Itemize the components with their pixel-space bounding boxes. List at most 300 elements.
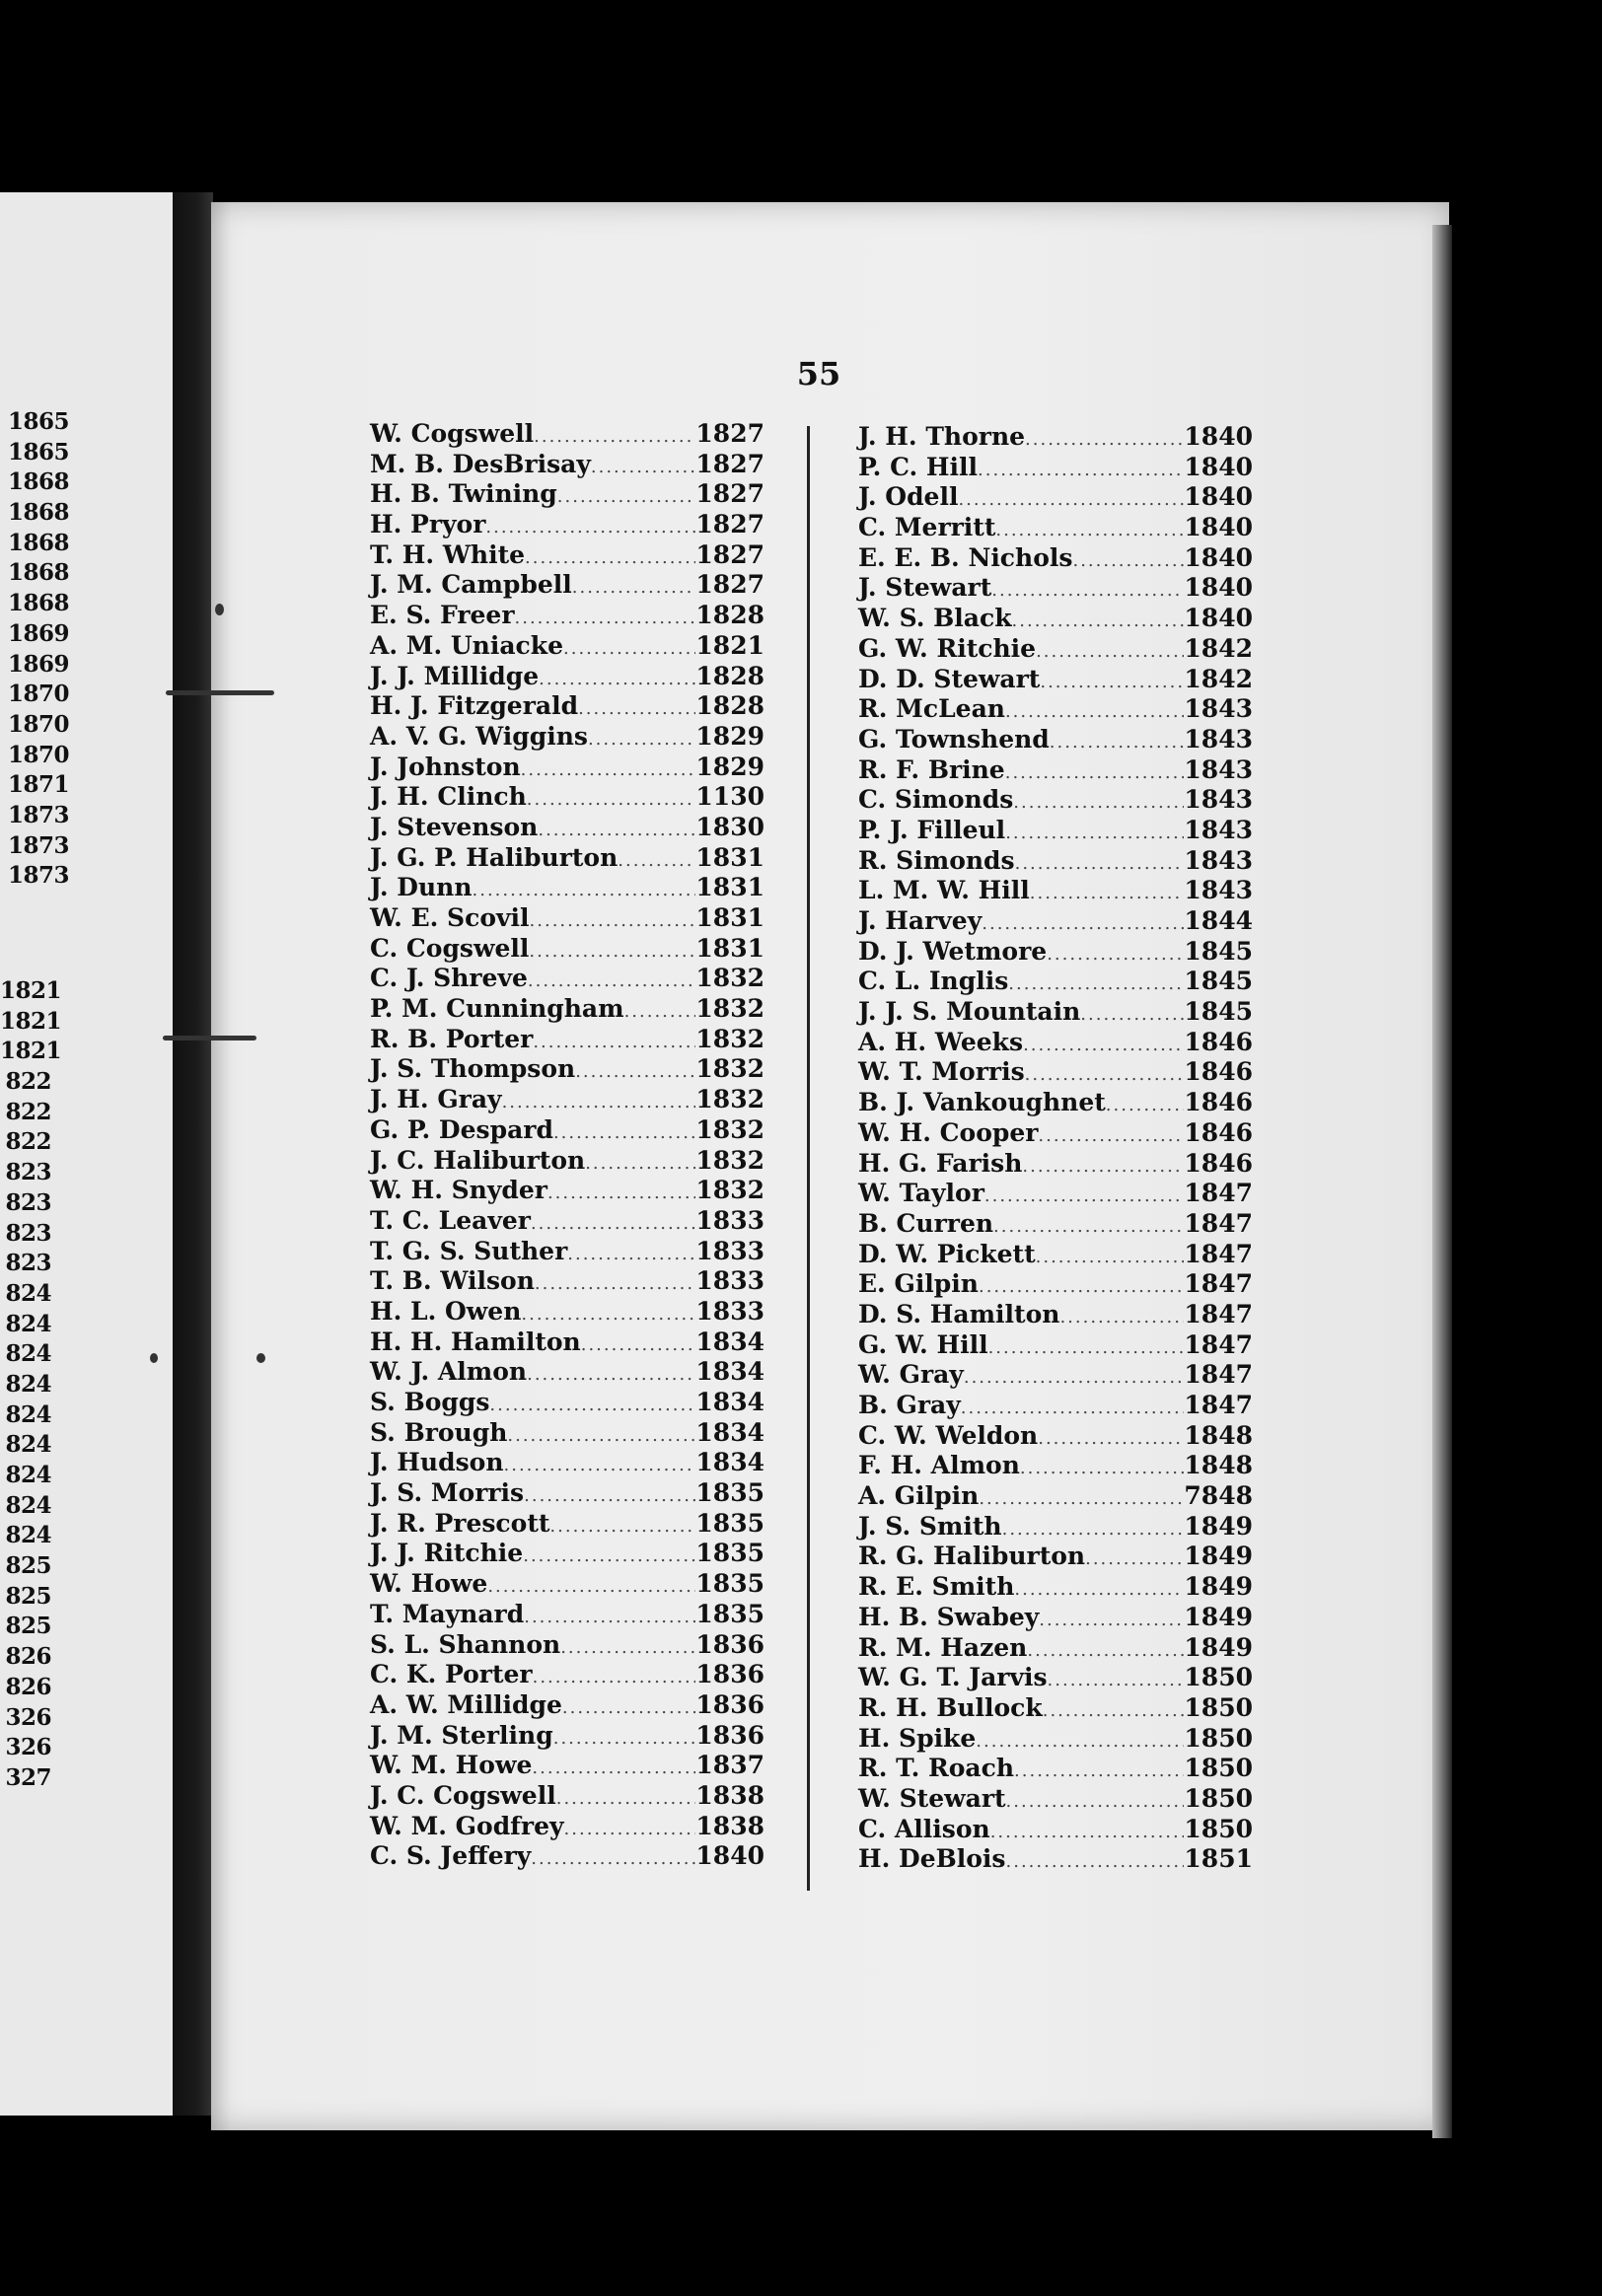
right-column-entry bbox=[858, 1844, 1253, 1875]
dot-leader bbox=[1020, 1454, 1185, 1484]
previous-page-year: 824 bbox=[5, 1462, 51, 1488]
entry-name: J. S. Smith bbox=[858, 1511, 1002, 1541]
dot-leader bbox=[993, 1212, 1184, 1243]
entry-year: 1848 bbox=[1184, 1420, 1253, 1450]
entry-year: 1833 bbox=[695, 1296, 765, 1326]
left-column-entry bbox=[370, 873, 765, 903]
entry-name: P. M. Cunningham bbox=[370, 994, 624, 1024]
entry-year: 1848 bbox=[1184, 1451, 1253, 1480]
previous-page-years-bottom bbox=[0, 976, 62, 1794]
dot-leader bbox=[1022, 1152, 1184, 1183]
entry-year: 1828 bbox=[695, 601, 765, 630]
dot-leader bbox=[557, 482, 696, 513]
entry-year: 1835 bbox=[695, 1569, 765, 1599]
entry-year: 1835 bbox=[695, 1599, 765, 1628]
entry-year: 1843 bbox=[1184, 785, 1253, 815]
dot-leader bbox=[990, 1818, 1185, 1848]
previous-page-year: 823 bbox=[5, 1250, 51, 1277]
left-column-entry bbox=[370, 419, 765, 450]
dot-leader bbox=[984, 1182, 1185, 1212]
binding-mark bbox=[166, 690, 274, 695]
entry-name: J. C. Haliburton bbox=[370, 1145, 586, 1175]
right-column-entry bbox=[858, 1421, 1253, 1452]
entry-year: 1832 bbox=[695, 1114, 765, 1144]
dot-leader bbox=[1027, 1636, 1184, 1667]
previous-page-year: 1821 bbox=[0, 1007, 62, 1035]
left-column-entry bbox=[370, 1297, 765, 1327]
dot-leader bbox=[531, 1844, 695, 1875]
left-column-entry bbox=[370, 903, 765, 934]
entry-year: 1840 bbox=[1184, 542, 1253, 572]
entry-year: 1840 bbox=[1184, 452, 1253, 481]
entry-name: W. M. Godfrey bbox=[370, 1811, 564, 1840]
left-column-entry bbox=[370, 1630, 765, 1661]
right-column-entry bbox=[858, 604, 1253, 634]
entry-name: W. E. Scovil bbox=[370, 903, 530, 932]
entry-name: H. B. Twining bbox=[370, 479, 557, 509]
previous-page-year: 826 bbox=[5, 1643, 51, 1671]
entry-name: W. Taylor bbox=[858, 1179, 984, 1208]
dot-leader bbox=[1025, 1060, 1185, 1091]
entry-name: J. G. P. Haliburton bbox=[370, 842, 619, 872]
left-column-entry bbox=[370, 1327, 765, 1358]
entry-name: W. T. Morris bbox=[858, 1057, 1025, 1087]
entry-year: 1834 bbox=[695, 1327, 765, 1356]
left-column-entry bbox=[370, 540, 765, 571]
entry-year: 1832 bbox=[695, 1176, 765, 1205]
right-column-entry bbox=[858, 665, 1253, 695]
entry-name: T. Maynard bbox=[370, 1599, 525, 1628]
entry-name: W. M. Howe bbox=[370, 1751, 533, 1780]
entry-name: S. L. Shannon bbox=[370, 1629, 561, 1659]
right-column-entry bbox=[858, 1754, 1253, 1784]
dot-leader bbox=[563, 634, 695, 665]
dot-leader bbox=[524, 1603, 695, 1633]
previous-page-year: 824 bbox=[5, 1340, 51, 1368]
entry-name: R. Simonds bbox=[858, 845, 1015, 875]
dot-leader bbox=[527, 785, 696, 816]
entry-name: J. Odell bbox=[858, 482, 959, 512]
dot-leader bbox=[585, 1149, 695, 1180]
entry-year: 1831 bbox=[695, 842, 765, 872]
right-column-entry bbox=[858, 1209, 1253, 1240]
left-column-entry bbox=[370, 1841, 765, 1872]
right-column-entry bbox=[858, 1240, 1253, 1270]
previous-page-year: 1868 bbox=[7, 499, 69, 527]
right-column-entry bbox=[858, 1603, 1253, 1633]
entry-name: W. J. Almon bbox=[370, 1357, 528, 1387]
entry-name: W. H. Snyder bbox=[370, 1176, 547, 1205]
left-column-entry bbox=[370, 601, 765, 631]
entry-year: 1850 bbox=[1184, 1692, 1253, 1722]
entry-year: 1845 bbox=[1184, 997, 1253, 1027]
right-column-entry bbox=[858, 1724, 1253, 1755]
entry-year: 1833 bbox=[695, 1205, 765, 1235]
entry-year: 1836 bbox=[695, 1720, 765, 1750]
dot-leader bbox=[1036, 1243, 1185, 1273]
left-column-entry bbox=[370, 934, 765, 965]
left-column-entry bbox=[370, 662, 765, 692]
entry-year: 1832 bbox=[695, 1145, 765, 1175]
left-column-entry bbox=[370, 510, 765, 540]
entry-year: 1845 bbox=[1184, 936, 1253, 966]
entry-name: A. Gilpin bbox=[858, 1481, 980, 1511]
left-column-entry bbox=[370, 450, 765, 480]
entry-year: 1847 bbox=[1184, 1329, 1253, 1359]
entry-year: 1847 bbox=[1184, 1269, 1253, 1299]
entry-name: J. M. Sterling bbox=[370, 1720, 553, 1750]
entry-name: L. M. W. Hill bbox=[858, 876, 1030, 905]
right-column-entry bbox=[858, 997, 1253, 1028]
entry-name: C. S. Jeffery bbox=[370, 1841, 532, 1871]
right-column-entry bbox=[858, 543, 1253, 574]
entry-year: 1849 bbox=[1184, 1542, 1253, 1571]
dot-leader bbox=[523, 1542, 695, 1572]
entry-name: H. Spike bbox=[858, 1723, 977, 1753]
left-column-entry bbox=[370, 1418, 765, 1449]
dot-leader bbox=[1030, 879, 1185, 909]
left-column-entry bbox=[370, 1569, 765, 1600]
entry-name: R. H. Bullock bbox=[858, 1692, 1043, 1722]
entry-year: 1842 bbox=[1184, 633, 1253, 663]
previous-page-year: 1870 bbox=[7, 681, 69, 708]
left-column-entry bbox=[370, 1509, 765, 1540]
dot-leader bbox=[533, 1028, 695, 1058]
dot-leader bbox=[553, 1724, 696, 1755]
entry-name: J. J. Ritchie bbox=[370, 1539, 524, 1568]
right-column-entry bbox=[858, 876, 1253, 906]
previous-page-year: 824 bbox=[5, 1279, 51, 1307]
dot-leader bbox=[1005, 819, 1184, 849]
entry-year: 1849 bbox=[1184, 1632, 1253, 1662]
speck bbox=[150, 1353, 158, 1363]
right-column-entry bbox=[858, 513, 1253, 543]
book-gutter bbox=[173, 192, 213, 2116]
dot-leader bbox=[1039, 1606, 1184, 1636]
dot-leader bbox=[964, 1363, 1185, 1394]
entry-name: J. S. Thompson bbox=[370, 1054, 576, 1084]
dot-leader bbox=[1038, 1121, 1184, 1152]
dot-leader bbox=[1047, 940, 1184, 970]
dot-leader bbox=[1072, 546, 1184, 577]
right-column-entry bbox=[858, 937, 1253, 968]
entry-name: H. DeBlois bbox=[858, 1844, 1006, 1874]
left-column-entry bbox=[370, 1085, 765, 1115]
left-column-entry bbox=[370, 1781, 765, 1812]
right-column-entry bbox=[858, 1512, 1253, 1543]
dot-leader bbox=[1106, 1091, 1185, 1121]
dot-leader bbox=[1036, 637, 1184, 668]
dot-leader bbox=[547, 1179, 695, 1209]
entry-name: H. H. Hamilton bbox=[370, 1327, 581, 1356]
dot-leader bbox=[531, 1209, 695, 1240]
entry-year: 1833 bbox=[695, 1236, 765, 1265]
entry-name: J. H. Clinch bbox=[370, 782, 527, 812]
previous-page-year: 1868 bbox=[7, 559, 69, 587]
entry-year: 1821 bbox=[695, 630, 765, 660]
left-column-entry bbox=[370, 1812, 765, 1842]
speck bbox=[256, 1353, 265, 1363]
entry-year: 1832 bbox=[695, 964, 765, 993]
entry-year: 1843 bbox=[1184, 815, 1253, 844]
dot-leader bbox=[515, 604, 696, 634]
entry-name: B. Curren bbox=[858, 1208, 994, 1238]
dot-leader bbox=[578, 694, 695, 725]
entry-year: 1829 bbox=[695, 752, 765, 781]
entry-name: D. S. Hamilton bbox=[858, 1299, 1060, 1328]
dot-leader bbox=[1085, 1544, 1184, 1575]
dot-leader bbox=[489, 1391, 695, 1421]
entry-year: 1838 bbox=[695, 1811, 765, 1840]
dot-leader bbox=[524, 1481, 695, 1512]
entry-year: 1827 bbox=[695, 449, 765, 478]
dot-leader bbox=[976, 1727, 1184, 1758]
entry-year: 1850 bbox=[1184, 1783, 1253, 1813]
left-column-entry bbox=[370, 1448, 765, 1478]
dot-leader bbox=[528, 967, 696, 997]
left-column-entry bbox=[370, 1388, 765, 1418]
entry-year: 1850 bbox=[1184, 1663, 1253, 1692]
entry-year: 1840 bbox=[1184, 482, 1253, 512]
right-column-entry bbox=[858, 816, 1253, 846]
entry-year: 1850 bbox=[1184, 1723, 1253, 1753]
left-column-entry bbox=[370, 1539, 765, 1569]
dot-leader bbox=[1005, 758, 1185, 789]
left-column-entry bbox=[370, 1478, 765, 1509]
dot-leader bbox=[991, 576, 1184, 607]
dot-leader bbox=[487, 1572, 695, 1603]
left-column-entry bbox=[370, 1206, 765, 1237]
entry-name: C. Cogswell bbox=[370, 933, 530, 963]
entry-year: 1846 bbox=[1184, 1057, 1253, 1087]
left-column-entry bbox=[370, 479, 765, 510]
previous-page-year: 825 bbox=[5, 1582, 51, 1610]
entry-name: R. McLean bbox=[858, 694, 1005, 724]
previous-page-year: 824 bbox=[5, 1370, 51, 1398]
dot-leader bbox=[575, 1057, 695, 1088]
entry-name: W. S. Black bbox=[858, 604, 1012, 633]
right-column-entry bbox=[858, 422, 1253, 453]
entry-name: R. T. Roach bbox=[858, 1754, 1015, 1783]
dot-leader bbox=[581, 1330, 696, 1361]
entry-name: W. Howe bbox=[370, 1569, 488, 1599]
entry-name: G. P. Despard bbox=[370, 1114, 553, 1144]
entry-year: 1835 bbox=[695, 1478, 765, 1508]
page-edge bbox=[1432, 225, 1452, 2138]
previous-page-year: 1871 bbox=[7, 771, 69, 799]
entry-name: S. Brough bbox=[370, 1417, 508, 1447]
entry-name: P. J. Filleul bbox=[858, 815, 1006, 844]
left-column-entry bbox=[370, 1266, 765, 1297]
right-column-entry bbox=[858, 725, 1253, 755]
left-column-entry bbox=[370, 1357, 765, 1388]
left-column-entry bbox=[370, 631, 765, 662]
entry-year: 1846 bbox=[1184, 1088, 1253, 1117]
left-column-entry bbox=[370, 691, 765, 722]
dot-leader bbox=[995, 516, 1184, 546]
dot-leader bbox=[535, 1269, 696, 1300]
right-column-entry bbox=[858, 1784, 1253, 1815]
right-column-entry bbox=[858, 1693, 1253, 1724]
left-column-entry bbox=[370, 843, 765, 874]
previous-page-year: 1865 bbox=[7, 438, 69, 466]
entry-year: 1847 bbox=[1184, 1208, 1253, 1238]
entry-name: T. C. Leaver bbox=[370, 1205, 531, 1235]
entry-year: 1831 bbox=[695, 933, 765, 963]
left-column-entry bbox=[370, 1176, 765, 1206]
left-column-entry bbox=[370, 1721, 765, 1752]
entry-year: 1843 bbox=[1184, 694, 1253, 724]
dot-leader bbox=[560, 1633, 695, 1664]
dot-leader bbox=[1013, 788, 1184, 819]
dot-leader bbox=[572, 573, 696, 604]
entry-year: 1827 bbox=[695, 479, 765, 509]
entry-name: S. Boggs bbox=[370, 1388, 490, 1416]
dot-leader bbox=[1012, 607, 1185, 637]
entry-name: D. W. Pickett bbox=[858, 1239, 1036, 1268]
right-column-entry bbox=[858, 1028, 1253, 1058]
entry-year: 1846 bbox=[1184, 1117, 1253, 1147]
right-column-entry bbox=[858, 1663, 1253, 1693]
previous-page-year: 1821 bbox=[0, 1038, 62, 1065]
left-column-entry bbox=[370, 570, 765, 601]
entry-year: 1827 bbox=[695, 570, 765, 600]
dot-leader bbox=[591, 453, 696, 483]
entry-year: 1828 bbox=[695, 661, 765, 690]
entry-name: A. H. Weeks bbox=[858, 1027, 1024, 1056]
right-column-entry bbox=[858, 634, 1253, 665]
left-column-entry bbox=[370, 1025, 765, 1055]
entry-year: 1830 bbox=[695, 812, 765, 841]
entry-year: 1849 bbox=[1184, 1572, 1253, 1602]
entry-name: T. H. White bbox=[370, 539, 526, 569]
entry-name: W. Cogswell bbox=[370, 419, 535, 448]
previous-page-years-top bbox=[0, 407, 69, 892]
entry-name: H. Pryor bbox=[370, 510, 486, 539]
left-column-entry bbox=[370, 964, 765, 994]
entry-name: J. Stewart bbox=[858, 573, 992, 603]
dot-leader bbox=[1015, 849, 1185, 880]
entry-year: 1834 bbox=[695, 1417, 765, 1447]
entry-year: 1831 bbox=[695, 873, 765, 902]
dot-leader bbox=[532, 1754, 695, 1784]
entry-year: 1832 bbox=[695, 1085, 765, 1114]
entry-name: H. J. Fitzgerald bbox=[370, 691, 579, 721]
entry-name: E. E. B. Nichols bbox=[858, 542, 1073, 572]
entry-year: 1837 bbox=[695, 1751, 765, 1780]
entry-name: R. B. Porter bbox=[370, 1024, 534, 1053]
entry-name: T. B. Wilson bbox=[370, 1266, 535, 1296]
dot-leader bbox=[1014, 1575, 1184, 1606]
dot-leader bbox=[530, 906, 696, 937]
entry-year: 1831 bbox=[695, 903, 765, 932]
entry-name: T. G. S. Suther bbox=[370, 1236, 568, 1265]
previous-page-year: 823 bbox=[5, 1219, 51, 1247]
entry-year: 1843 bbox=[1184, 724, 1253, 753]
entry-year: 1850 bbox=[1184, 1754, 1253, 1783]
entry-name: J. J. S. Mountain bbox=[858, 997, 1081, 1027]
dot-leader bbox=[988, 1333, 1185, 1364]
previous-page-year: 826 bbox=[5, 1673, 51, 1700]
entry-year: 1835 bbox=[695, 1539, 765, 1568]
right-column-entry bbox=[858, 906, 1253, 937]
dot-leader bbox=[979, 1484, 1184, 1515]
entry-name: M. B. DesBrisay bbox=[370, 449, 591, 478]
column-divider bbox=[807, 426, 810, 1891]
entry-name: G. W. Ritchie bbox=[858, 633, 1037, 663]
entry-year: 1832 bbox=[695, 1024, 765, 1053]
previous-page-year: 1868 bbox=[7, 590, 69, 617]
dot-leader bbox=[473, 876, 696, 906]
entry-year: 1832 bbox=[695, 1054, 765, 1084]
speck bbox=[215, 604, 224, 615]
right-column-entry bbox=[858, 1269, 1253, 1300]
dot-leader bbox=[1014, 1757, 1184, 1787]
entry-year: 1849 bbox=[1184, 1511, 1253, 1541]
entry-name: J. Stevenson bbox=[370, 812, 539, 841]
entry-name: D. D. Stewart bbox=[858, 664, 1041, 693]
dot-leader bbox=[567, 1240, 695, 1270]
dot-leader bbox=[533, 1663, 696, 1693]
previous-page-year: 1869 bbox=[7, 619, 69, 647]
dot-leader bbox=[539, 665, 695, 695]
dot-leader bbox=[1023, 1031, 1184, 1061]
dot-leader bbox=[549, 1512, 695, 1543]
entry-name: J. Harvey bbox=[858, 906, 983, 935]
entry-name: C. Allison bbox=[858, 1814, 990, 1843]
right-column-entry bbox=[858, 453, 1253, 483]
right-column-entry bbox=[858, 785, 1253, 816]
left-column-entry bbox=[370, 1237, 765, 1267]
entry-year: 1847 bbox=[1184, 1360, 1253, 1390]
entry-year: 1834 bbox=[695, 1357, 765, 1387]
entry-name: W. H. Cooper bbox=[858, 1117, 1039, 1147]
entry-name: W. G. T. Jarvis bbox=[858, 1663, 1048, 1692]
entry-name: C. Merritt bbox=[858, 513, 996, 542]
dot-leader bbox=[1080, 1000, 1184, 1031]
dot-leader bbox=[978, 456, 1184, 486]
left-column-entry bbox=[370, 1690, 765, 1721]
left-column-entry bbox=[370, 722, 765, 753]
dot-leader bbox=[1040, 668, 1184, 698]
dot-leader bbox=[1059, 1303, 1184, 1333]
entry-name: B. Gray bbox=[858, 1391, 961, 1419]
dot-leader bbox=[624, 997, 696, 1028]
entry-name: H. B. Swabey bbox=[858, 1602, 1040, 1631]
entry-name: F. H. Almon bbox=[858, 1451, 1020, 1480]
entry-name: R. M. Hazen bbox=[858, 1632, 1028, 1662]
previous-page-year: 822 bbox=[5, 1068, 51, 1096]
binding-mark bbox=[163, 1036, 256, 1040]
dot-leader bbox=[527, 1360, 695, 1391]
right-column-entry bbox=[858, 1057, 1253, 1088]
entry-name: C. L. Inglis bbox=[858, 967, 1009, 996]
dot-leader bbox=[564, 1815, 696, 1845]
right-column-entry bbox=[858, 1451, 1253, 1481]
entry-name: J. S. Morris bbox=[370, 1478, 525, 1508]
right-column-entry bbox=[858, 694, 1253, 725]
entry-name: J. Dunn bbox=[370, 873, 473, 902]
entry-name: H. L. Owen bbox=[370, 1296, 522, 1326]
dot-leader bbox=[958, 485, 1184, 516]
entry-name: R. F. Brine bbox=[858, 754, 1005, 784]
left-column-entry bbox=[370, 1146, 765, 1177]
right-column-entry bbox=[858, 846, 1253, 877]
entry-year: 1845 bbox=[1184, 967, 1253, 996]
previous-page-year: 327 bbox=[5, 1763, 51, 1791]
right-column-entry bbox=[858, 1481, 1253, 1512]
dot-leader bbox=[538, 816, 695, 846]
